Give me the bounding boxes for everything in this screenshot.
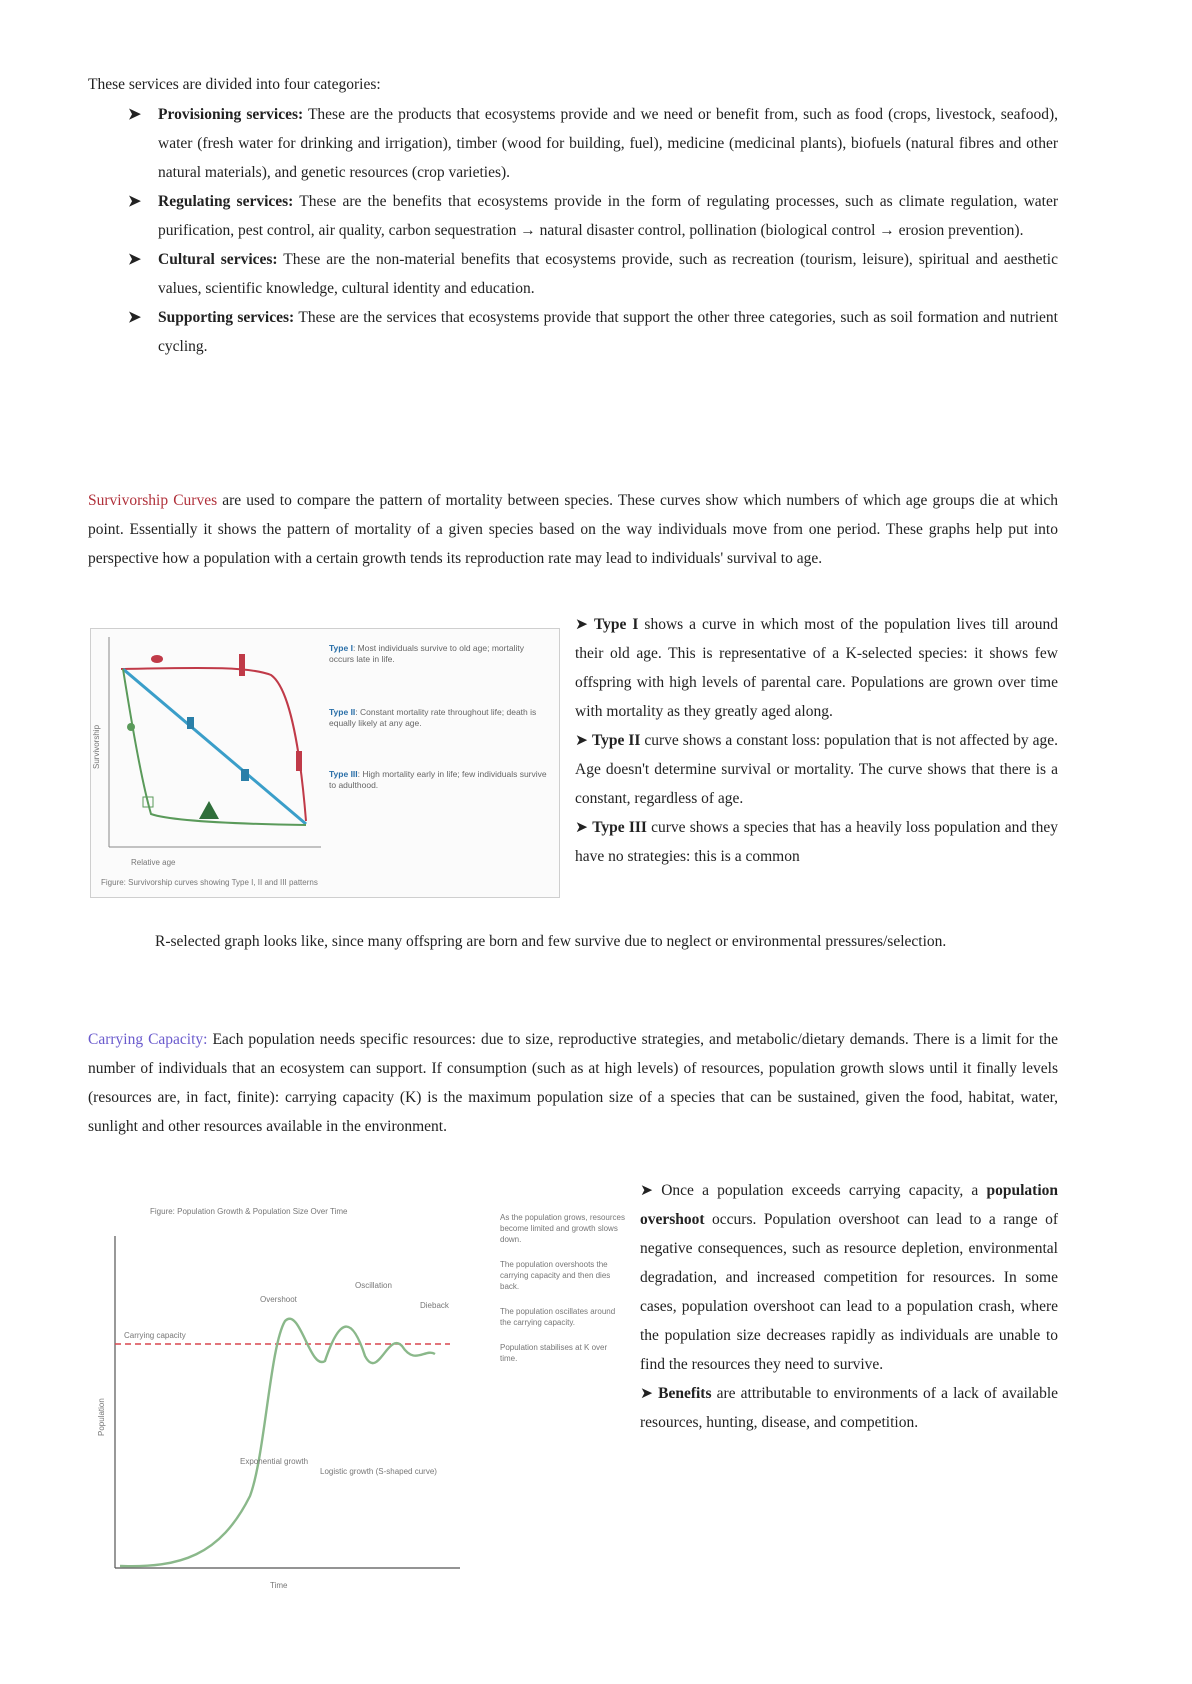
legend-text: : Most individuals survive to old age; mortality occurs late in life. bbox=[329, 643, 524, 664]
survivorship-text: are used to compare the pattern of mortality between species. These curves show which numbers of which age groups die at which point. Essentially it shows the pattern of mortality of a given species based on the way individuals move from one period. These graphs help put into perspective how a population with a certain growth tends its reproduction rate may lead to individuals' survival to age. bbox=[88, 492, 1059, 567]
legend-type-ii bbox=[329, 707, 549, 729]
x-axis-label: Time bbox=[270, 1581, 288, 1590]
carrying-capacity-paragraph bbox=[88, 1025, 1058, 1141]
ecosystem-services-list bbox=[128, 100, 1058, 361]
list-item bbox=[128, 100, 1058, 187]
list-item bbox=[128, 245, 1058, 303]
point-term: Benefits bbox=[658, 1385, 712, 1402]
survivorship-types-list bbox=[575, 610, 1058, 871]
type-iii-egg-icon bbox=[127, 723, 135, 731]
population-curve bbox=[120, 1319, 435, 1566]
figure-note: The population overshoots the carrying capacity and then dies back. bbox=[500, 1260, 611, 1291]
survivorship-paragraph bbox=[88, 486, 1058, 573]
list-item bbox=[128, 187, 1058, 245]
legend-type-i bbox=[329, 643, 549, 665]
type-text: curve shows a species that has a heavily loss population and they have no strategies: this is a common bbox=[575, 819, 1058, 865]
type-i-elder-icon bbox=[296, 751, 302, 771]
service-term: Regulating services: bbox=[158, 193, 294, 210]
type-term: Type III bbox=[592, 819, 647, 836]
carrying-capacity-heading: Carrying Capacity: bbox=[88, 1031, 208, 1048]
bullet-arrow-icon: ➤ bbox=[640, 1385, 653, 1402]
bullet-arrow-icon: ➤ bbox=[128, 106, 141, 123]
type-term: Type I bbox=[593, 616, 639, 633]
services-intro: These services are divided into four categories: bbox=[88, 76, 381, 93]
service-text: These are the benefits that ecosystems provide in the form of regulating processes, such as climate regulation, water purification, pest control, air quality, carbon sequestration → natural disaster control, pollination (biological control → erosion prevention). bbox=[158, 193, 1058, 239]
bullet-arrow-icon: ➤ bbox=[575, 616, 588, 633]
list-item bbox=[575, 726, 1058, 813]
figure-notes bbox=[500, 1212, 625, 1378]
carrying-capacity-text: Each population needs specific resources: due to size, reproductive strategies, and metabolic/dietary demands. There is a limit for the number of individuals that an ecosystem can support. If consumption (such as at high levels) of resources, population growth slows until it finally levels (resources are, in fact, finite): carrying capacity (K) is the maximum population size of a species that can be sustained, given the food, habitat, water, sunlight and other resources available in the environment. bbox=[88, 1031, 1058, 1135]
survivorship-chart bbox=[91, 629, 559, 897]
benefits-point bbox=[640, 1379, 1058, 1437]
legend-text: : High mortality early in life; few individuals survive to adulthood. bbox=[329, 769, 547, 790]
point-text: are attributable to environments of a lack of available resources, hunting, disease, and competition. bbox=[640, 1385, 1059, 1431]
figure-note: The population oscillates around the carrying capacity. bbox=[500, 1307, 616, 1327]
type-text: shows a curve in which most of the population lives till around their old age. This is representative of a K-selected species: it shows few offspring with high levels of parental care. Populations are grown over time with mortality as they greatly aged along. bbox=[575, 616, 1058, 720]
figure-note: As the population grows, resources become limited and growth slows down. bbox=[500, 1213, 625, 1244]
survivorship-types bbox=[575, 610, 1058, 871]
survivorship-heading: Survivorship Curves bbox=[88, 492, 218, 509]
figure-note: Population stabilises at K over time. bbox=[500, 1343, 608, 1363]
service-text: These are the services that ecosystems provide that support the other three categories, such as soil formation and nutrient cycling. bbox=[158, 309, 1058, 355]
type-ii-bird-icon bbox=[187, 717, 194, 729]
service-text: These are the non-material benefits that ecosystems provide, such as recreation (tourism, leisure), spiritual and aesthetic values, scientific knowledge, cultural identity and education. bbox=[158, 251, 1058, 297]
carrying-capacity-points bbox=[640, 1176, 1058, 1437]
logistic-label: Logistic growth (S-shaped curve) bbox=[320, 1467, 437, 1476]
x-axis-label: Relative age bbox=[131, 858, 176, 867]
type-text: curve shows a constant loss: population that is not affected by age. Age doesn't determine survival or mortality. The curve shows that there is a constant, regardless of age. bbox=[575, 732, 1059, 807]
type-ii-curve bbox=[123, 669, 306, 824]
service-term: Supporting services: bbox=[158, 309, 295, 326]
legend-label: Type II bbox=[329, 707, 356, 717]
figure-title: Figure: Population Growth & Population Size Over Time bbox=[150, 1207, 348, 1216]
survivorship-figure bbox=[90, 628, 560, 898]
legend-label: Type III bbox=[329, 769, 358, 779]
list-item bbox=[575, 610, 1058, 726]
exponential-label: Exponential growth bbox=[240, 1457, 309, 1466]
y-axis-label: Population bbox=[97, 1398, 106, 1436]
bullet-arrow-icon: ➤ bbox=[128, 251, 141, 268]
type-ii-lizard-icon bbox=[241, 769, 249, 781]
population-growth-chart bbox=[90, 1196, 510, 1596]
type-term: Type II bbox=[591, 732, 641, 749]
bullet-arrow-icon: ➤ bbox=[128, 309, 141, 326]
point-term: population overshoot bbox=[640, 1182, 1059, 1228]
type-iii-tree-icon bbox=[199, 801, 219, 819]
oscillation-label: Oscillation bbox=[355, 1281, 392, 1290]
service-text: These are the products that ecosystems provide and we need or benefit from, such as food (crops, livestock, seafood), water (fresh water for drinking and irrigation), timber (wood for building, fuel), medicine (medicinal plants), biofuels (natural fibres and other natural materials), and genetic resources (crop varieties). bbox=[158, 106, 1058, 181]
bullet-arrow-icon: ➤ bbox=[640, 1182, 653, 1199]
bullet-arrow-icon: ➤ bbox=[128, 193, 141, 210]
bullet-arrow-icon: ➤ bbox=[575, 732, 588, 749]
overshoot-point bbox=[640, 1176, 1058, 1379]
point-prefix: Once a population exceeds carrying capacity, a bbox=[661, 1182, 987, 1199]
survivorship-continuation: R-selected graph looks like, since many offspring are born and few survive due to neglect or environmental pressures/selection. bbox=[155, 933, 947, 950]
k-label: Carrying capacity bbox=[124, 1331, 186, 1340]
point-text: occurs. Population overshoot can lead to a range of negative consequences, such as resource depletion, environmental degradation, and increased competition for resources. In some cases, population overshoot can lead to a population crash, where the population size decreases rapidly as individuals are unable to find the resources they need to survive. bbox=[640, 1211, 1058, 1373]
list-item bbox=[128, 303, 1058, 361]
dieback-label: Dieback bbox=[420, 1301, 449, 1310]
figure-caption: Figure: Survivorship curves showing Type I, II and III patterns bbox=[101, 878, 318, 887]
bullet-arrow-icon: ➤ bbox=[575, 819, 588, 836]
legend-type-iii bbox=[329, 769, 549, 791]
list-item bbox=[575, 813, 1058, 871]
type-i-animal-icon bbox=[151, 655, 163, 663]
service-term: Provisioning services: bbox=[158, 106, 304, 123]
type-i-person-icon bbox=[239, 654, 245, 676]
overshoot-label: Overshoot bbox=[260, 1295, 297, 1304]
y-axis-label: Survivorship bbox=[92, 724, 101, 769]
legend-text: : Constant mortality rate throughout life; death is equally likely at any age. bbox=[329, 707, 537, 728]
legend-label: Type I bbox=[329, 643, 353, 653]
service-term: Cultural services: bbox=[158, 251, 278, 268]
